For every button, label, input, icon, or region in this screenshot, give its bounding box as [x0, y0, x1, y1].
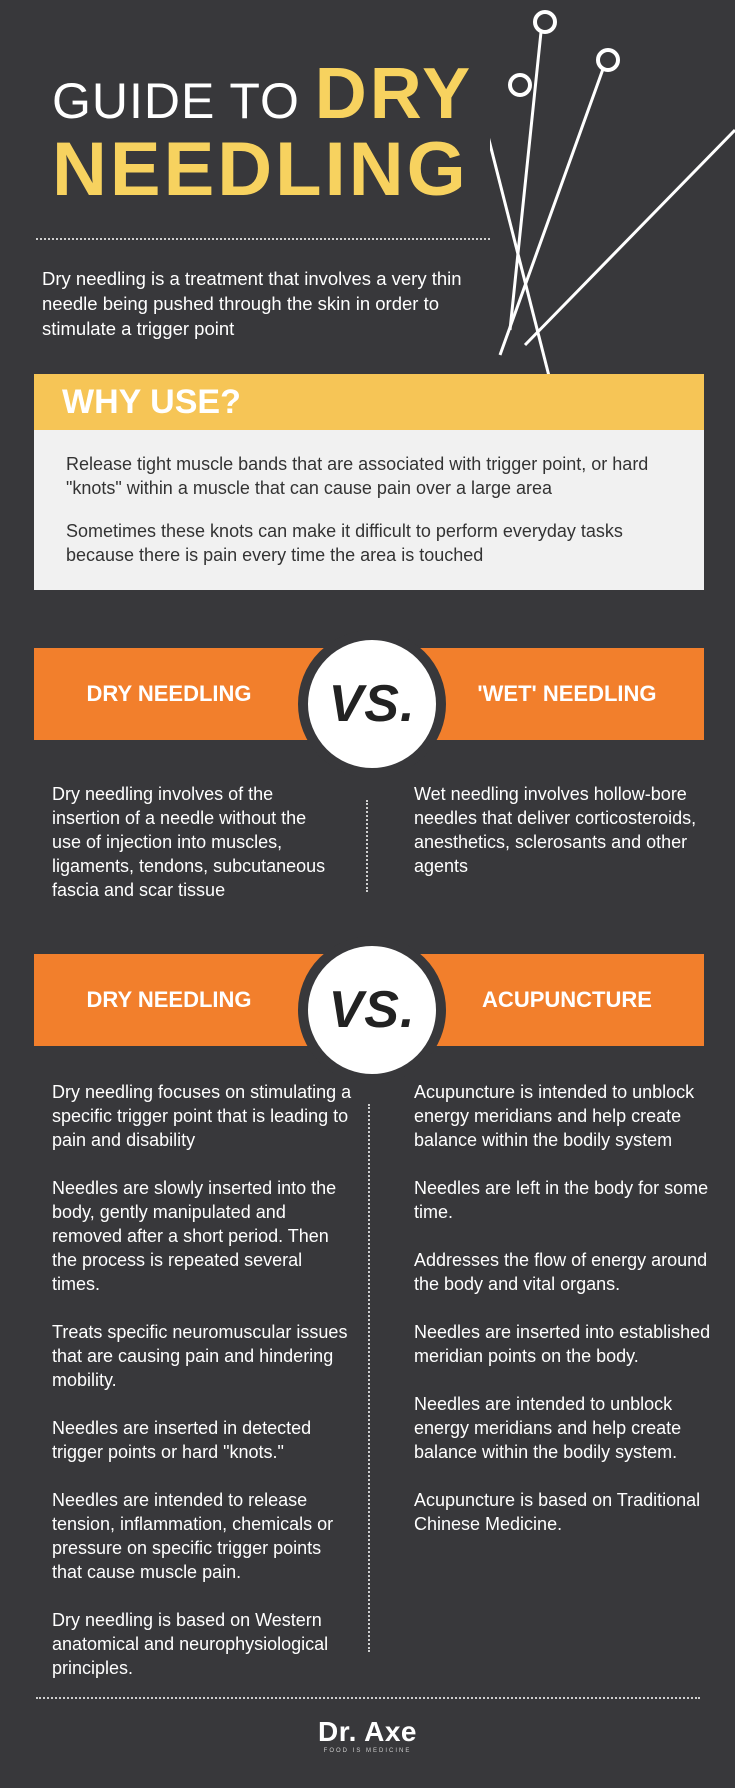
dry-needling-description: Dry needling involves of the insertion of a needle without the use of injection into muscles, ligaments, tendons, subcutaneous fascia and scar tissue	[52, 784, 326, 900]
why-use-point: Sometimes these knots can make it difficult to perform everyday tasks because there is pain every time the area is touched	[66, 521, 623, 565]
acupuncture-column	[414, 1080, 714, 1560]
title-divider	[36, 238, 490, 240]
column-divider	[366, 800, 368, 892]
needles-illustration	[490, 0, 735, 400]
brand-logo	[0, 1716, 735, 1754]
list-item: Needles are inserted into established meridian points on the body.	[414, 1322, 711, 1366]
dry-needling-column	[52, 1080, 352, 1704]
why-use-point: Release tight muscle bands that are associated with trigger point, or hard "knots" within a muscle that can cause pain over a large area	[66, 454, 649, 498]
vs-right-label: 'WET' NEEDLING	[477, 681, 657, 706]
vs-badge	[298, 936, 446, 1084]
vs-text: VS.	[328, 981, 416, 1039]
list-item: Needles are slowly inserted into the body, gently manipulated and removed after a short period. Then the process is repeated several times.	[52, 1178, 337, 1294]
vs-text: VS.	[328, 675, 416, 733]
list-item: Acupuncture is based on Traditional Chinese Medicine.	[414, 1490, 701, 1534]
brand-name: Dr. Axe	[318, 1716, 417, 1747]
needle-head-icon	[505, 70, 535, 100]
vs-left-label: DRY NEEDLING	[86, 681, 252, 706]
list-item: Dry needling focuses on stimulating a specific trigger point that is leading to pain and disability	[52, 1082, 352, 1150]
list-item: Dry needling is based on Western anatomical and neurophysiological principles.	[52, 1610, 329, 1678]
list-item: Needles are intended to release tension, inflammation, chemicals or pressure on specific trigger points that cause muscle pain.	[52, 1490, 334, 1582]
vs-badge	[298, 630, 446, 778]
brand-tagline: FOOD IS MEDICINE	[323, 1748, 412, 1754]
list-item: Treats specific neuromuscular issues that are causing pain and hindering mobility.	[52, 1322, 348, 1390]
title-bold-text: DRY	[314, 54, 474, 134]
list-item: Needles are intended to unblock energy meridians and help create balance within the bodily system.	[414, 1394, 682, 1462]
page-title-line1	[52, 54, 474, 134]
page-title-line2: NEEDLING	[52, 127, 469, 212]
column-divider	[368, 1104, 370, 1652]
list-item: Needles are inserted in detected trigger points or hard "knots."	[52, 1418, 312, 1462]
wet-needling-description: Wet needling involves hollow-bore needles that deliver corticosteroids, anesthetics, sclerosants and other agents	[414, 784, 697, 876]
why-use-heading: WHY USE?	[62, 383, 241, 421]
intro-text: Dry needling is a treatment that involves a very thin needle being pushed through the skin in order to stimulate a trigger point	[42, 268, 462, 339]
vs-left-label: DRY NEEDLING	[86, 987, 252, 1012]
footer-divider	[36, 1697, 700, 1699]
list-item: Needles are left in the body for some time.	[414, 1178, 709, 1222]
list-item: Addresses the flow of energy around the body and vital organs.	[414, 1250, 708, 1294]
list-item: Acupuncture is intended to unblock energy meridians and help create balance within the bodily system	[414, 1082, 695, 1150]
vs-right-label: ACUPUNCTURE	[482, 987, 652, 1012]
title-light-text: GUIDE TO	[52, 73, 315, 129]
